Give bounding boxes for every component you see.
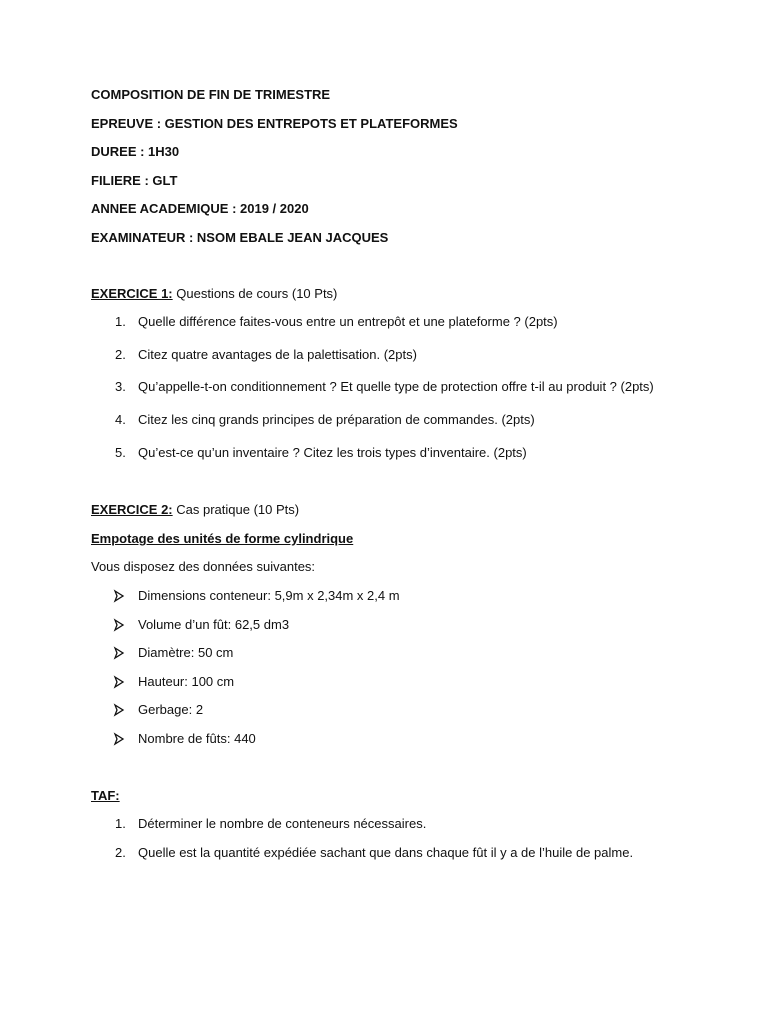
list-item-text: Volume d’un fût: 62,5 dm3 <box>138 617 290 632</box>
list-item-text: Dimensions conteneur: 5,9m x 2,34m x 2,4 m <box>138 588 400 603</box>
exercice2-intro: Vous disposez des données suivantes: <box>91 559 316 574</box>
list-item-text: Gerbage: 2 <box>138 702 204 717</box>
arrow-bullet-icon <box>113 674 125 690</box>
list-item-text: Citez quatre avantages de la palettisation. (2pts) <box>138 347 417 362</box>
list-item-number: 1. <box>115 816 126 831</box>
doc-title: COMPOSITION DE FIN DE TRIMESTRE <box>91 87 331 102</box>
list-item-number: 2. <box>115 347 126 362</box>
exercice2-section-heading: Empotage des unités de forme cylindrique <box>91 531 354 546</box>
list-item-text: Nombre de fûts: 440 <box>138 731 256 746</box>
list-item-text: Quelle différence faites-vous entre un entrepôt et une plateforme ? (2pts) <box>138 314 558 329</box>
exercice1-subtitle: Questions de cours (10 Pts) <box>172 286 338 301</box>
exercice1-label: EXERCICE 1: <box>91 286 173 301</box>
list-item-text: Qu’est-ce qu’un inventaire ? Citez les trois types d’inventaire. (2pts) <box>138 445 527 460</box>
arrow-bullet-icon <box>113 617 125 633</box>
list-item-text: Quelle est la quantité expédiée sachant que dans chaque fût il y a de l’huile de palme. <box>138 845 634 860</box>
exercice2-label: EXERCICE 2: <box>91 502 173 517</box>
filiere-line: FILIERE : GLT <box>91 173 178 188</box>
examinateur-line: EXAMINATEUR : NSOM EBALE JEAN JACQUES <box>91 230 389 245</box>
list-item-number: 4. <box>115 412 126 427</box>
list-item-text: Diamètre: 50 cm <box>138 645 234 660</box>
annee-line: ANNEE ACADEMIQUE : 2019 / 2020 <box>91 201 309 216</box>
taf-heading: TAF: <box>91 788 120 803</box>
exercice2-subtitle: Cas pratique (10 Pts) <box>172 502 300 517</box>
list-item-number: 2. <box>115 845 126 860</box>
exercice1-heading <box>91 286 337 302</box>
arrow-bullet-icon <box>113 588 125 604</box>
list-item-text: Hauteur: 100 cm <box>138 674 235 689</box>
arrow-bullet-icon <box>113 731 125 747</box>
exercice2-heading <box>91 502 299 518</box>
list-item-number: 3. <box>115 379 126 394</box>
epreuve-line: EPREUVE : GESTION DES ENTREPOTS ET PLATEFORMES <box>91 116 458 131</box>
list-item-number: 5. <box>115 445 126 460</box>
arrow-bullet-icon <box>113 702 125 718</box>
arrow-bullet-icon <box>113 645 125 661</box>
list-item-text: Citez les cinq grands principes de préparation de commandes. (2pts) <box>138 412 535 427</box>
list-item-text: Qu’appelle-t-on conditionnement ? Et quelle type de protection offre t-il au produit ? (2pts) <box>138 379 654 394</box>
duree-line: DUREE : 1H30 <box>91 144 180 159</box>
list-item-text: Déterminer le nombre de conteneurs nécessaires. <box>138 816 427 831</box>
list-item-number: 1. <box>115 314 126 329</box>
